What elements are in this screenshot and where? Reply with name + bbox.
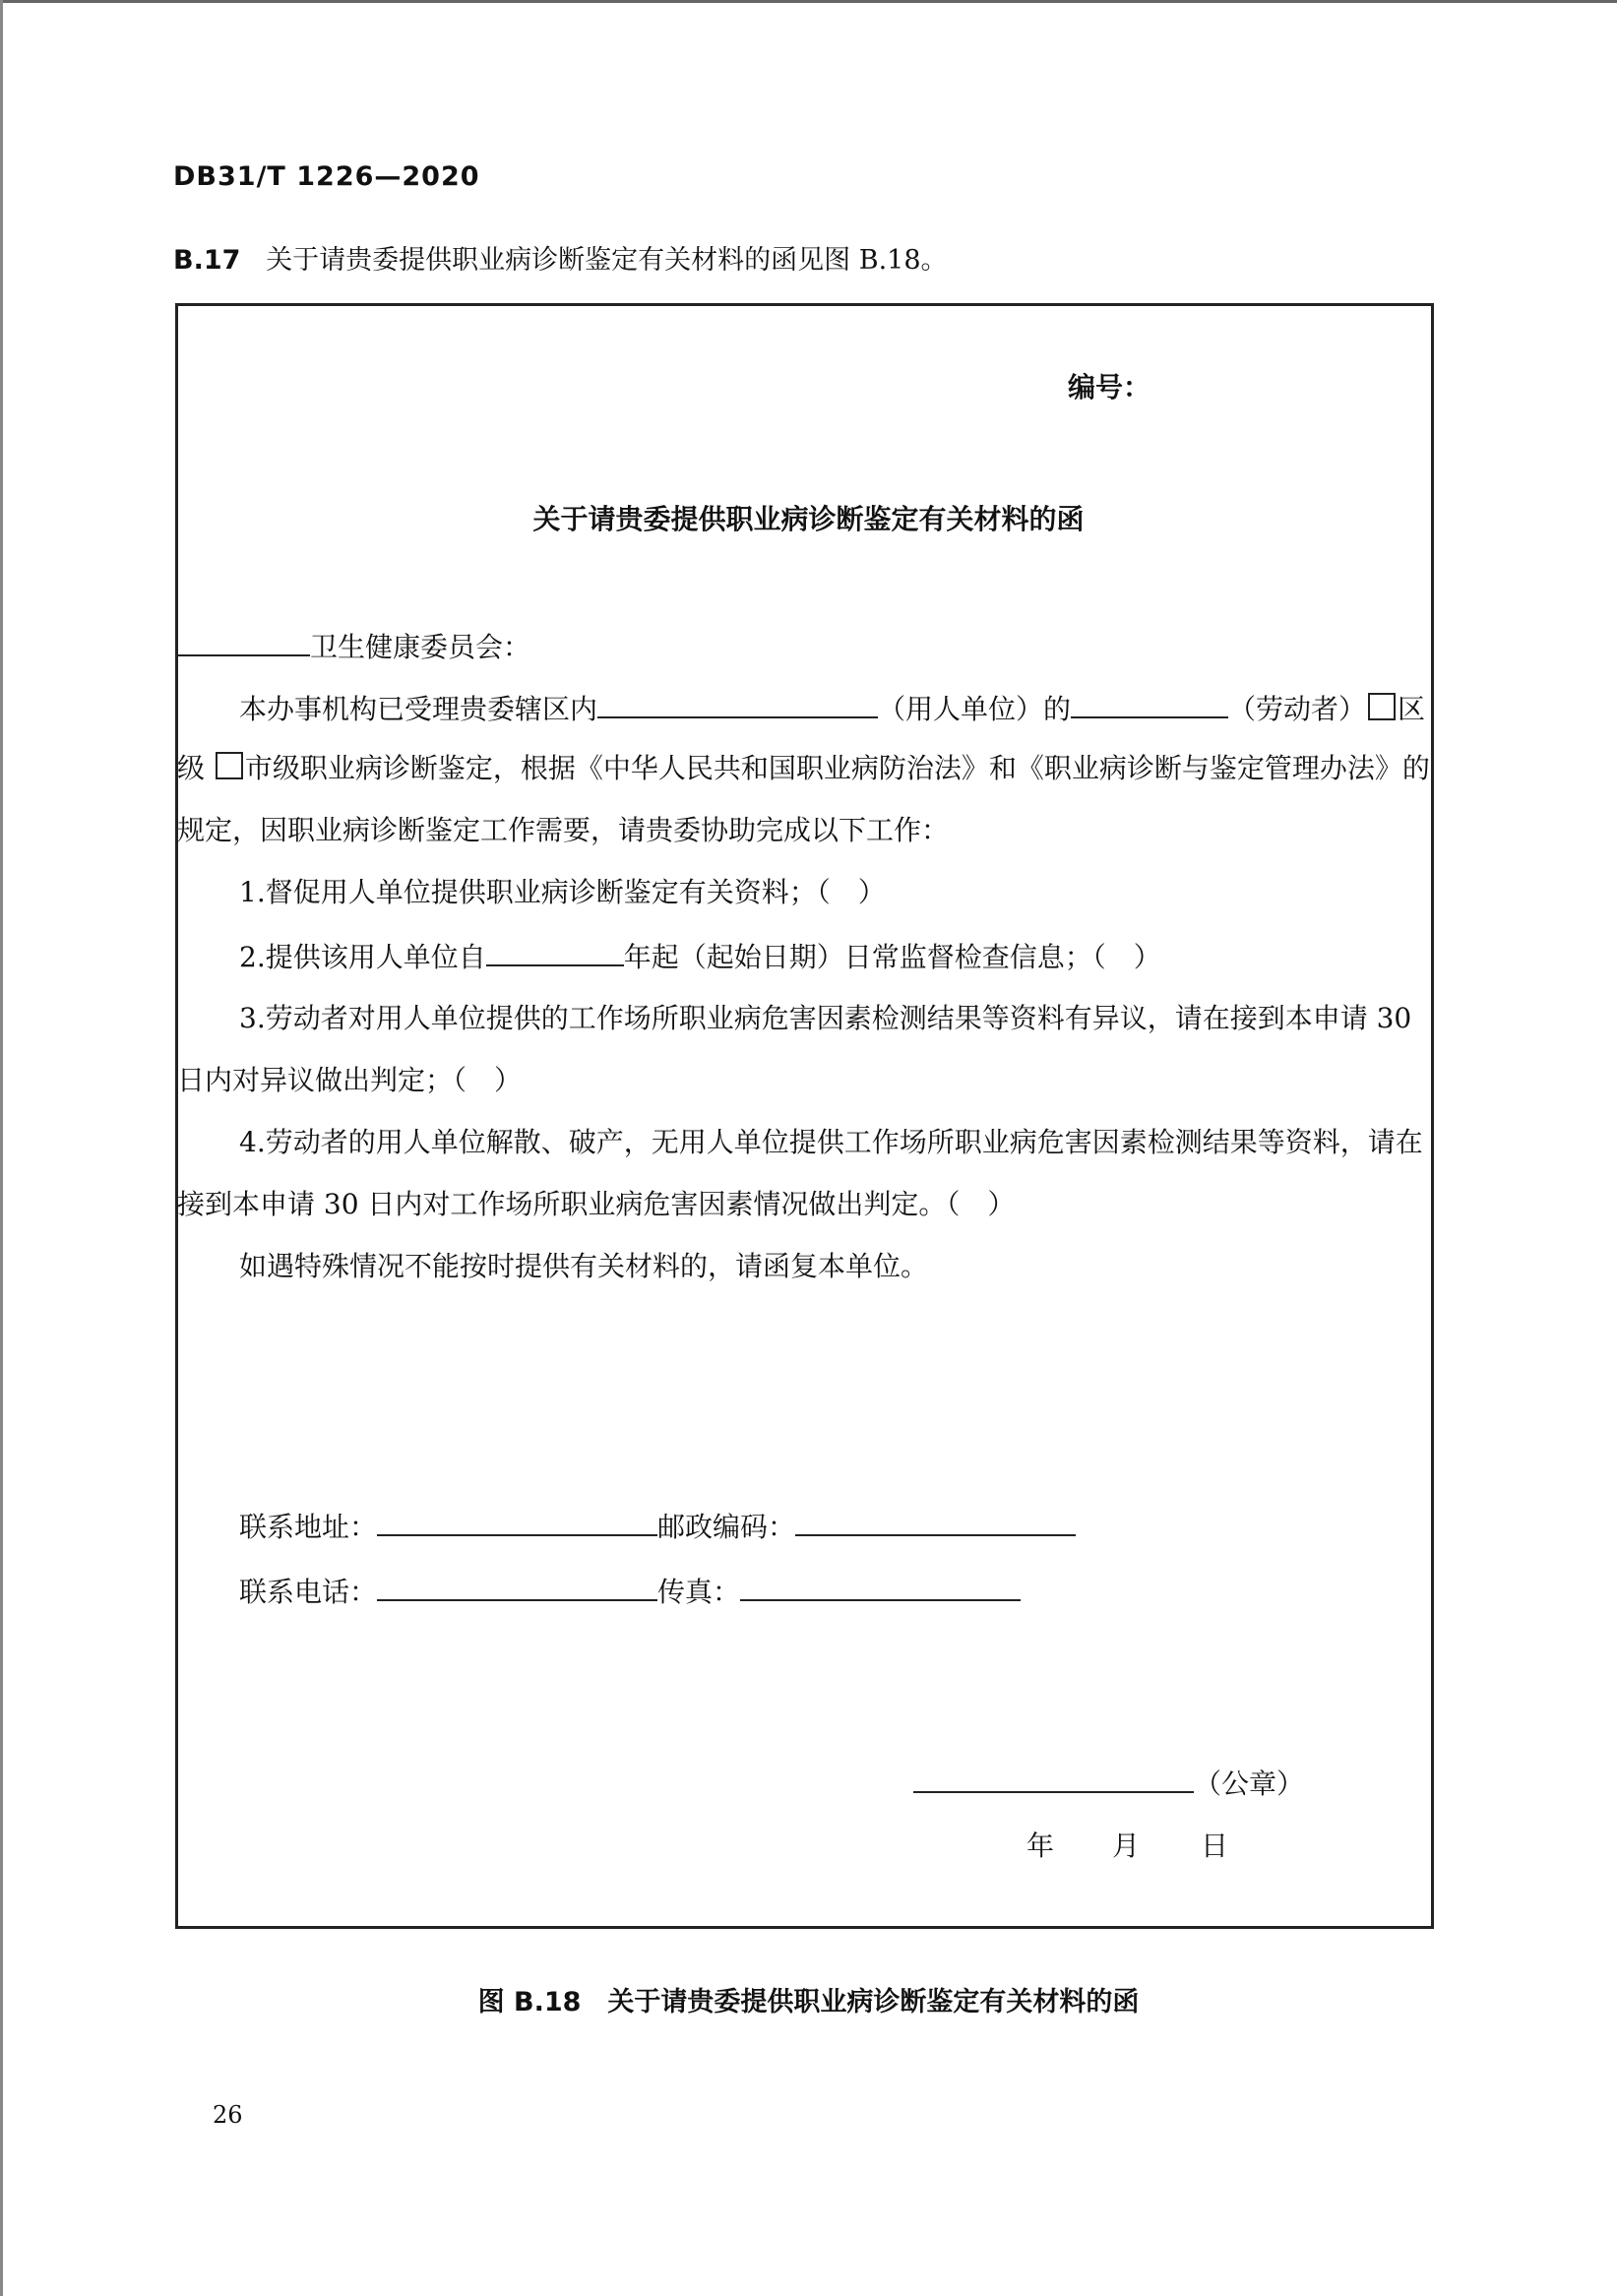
employer-blank[interactable]	[597, 689, 878, 718]
district-checkbox[interactable]	[1368, 693, 1396, 720]
item-4-line1: 4.劳动者的用人单位解散、破产，无用人单位提供工作场所职业病危害因素检测结果等资料，请在	[239, 1126, 1423, 1158]
city-checkbox[interactable]	[216, 752, 243, 779]
para1-text-f: 市级职业病诊断鉴定，根据《中华人民共和国职业病防治法》和《职业病诊断与鉴定管理办法》的	[244, 752, 1430, 784]
item-3-line2: 日内对异议做出判定；（ ）	[177, 1064, 523, 1096]
start-year-blank[interactable]	[486, 937, 624, 966]
date-month: 月	[1112, 1830, 1141, 1862]
contact-row-1	[239, 1507, 1076, 1545]
clause-number: B.17	[173, 245, 241, 276]
item2-text-b: 年起（起始日期）日常监督检查信息；（ ）	[623, 941, 1161, 973]
contact-row-2	[239, 1572, 1021, 1610]
item-3-line1: 3.劳动者对用人单位提供的工作场所职业病危害因素检测结果等资料有异议，请在接到本申请 30	[239, 1002, 1412, 1034]
item-2	[239, 937, 1161, 975]
number-label: 编号：	[1068, 371, 1151, 403]
seal-line	[913, 1764, 1304, 1802]
intro-line	[173, 238, 948, 277]
form-title: 关于请贵委提供职业病诊断鉴定有关材料的函	[532, 503, 1085, 535]
scan-edge-top	[0, 0, 1617, 3]
seal-label: （公章）	[1194, 1768, 1305, 1800]
item-4-line2: 接到本申请 30 日内对工作场所职业病危害因素情况做出判定。（ ）	[177, 1188, 1016, 1220]
commission-name-blank[interactable]	[177, 627, 310, 656]
fax-field[interactable]	[740, 1572, 1021, 1601]
seal-blank[interactable]	[913, 1764, 1194, 1793]
doc-code: DB31/T 1226—2020	[173, 161, 480, 192]
postcode-label: 邮政编码：	[657, 1511, 796, 1543]
para1-line3: 规定，因职业病诊断鉴定工作需要，请贵委协助完成以下工作：	[177, 814, 950, 846]
page-number: 26	[213, 2101, 243, 2129]
fax-label: 传真：	[657, 1576, 741, 1608]
phone-field[interactable]	[377, 1572, 657, 1601]
postcode-field[interactable]	[795, 1507, 1076, 1536]
para1-text-e: 级	[177, 752, 214, 784]
item-1: 1.督促用人单位提供职业病诊断鉴定有关资料；（ ）	[239, 876, 886, 908]
para1-text-c: （劳动者）	[1228, 693, 1367, 725]
para1-text-b: （用人单位）的	[878, 693, 1072, 725]
date-day: 日	[1201, 1830, 1229, 1862]
intro-text: 关于请贵委提供职业病诊断鉴定有关材料的函见图 B.18。	[266, 245, 948, 276]
date-year: 年	[1026, 1830, 1055, 1862]
worker-blank[interactable]	[1071, 689, 1228, 718]
closing-note: 如遇特殊情况不能按时提供有关材料的，请函复本单位。	[239, 1250, 929, 1282]
address-label: 联系地址：	[239, 1511, 378, 1543]
salutation-line	[177, 627, 530, 665]
para1-text-d: 区	[1398, 693, 1426, 725]
figure-caption: 图 B.18 关于请贵委提供职业病诊断鉴定有关材料的函	[477, 1987, 1140, 2017]
phone-label: 联系电话：	[239, 1576, 378, 1608]
para1-line2	[177, 751, 1430, 786]
para1-line1	[239, 689, 1425, 727]
item2-text-a: 2.提供该用人单位自	[239, 941, 486, 973]
form-frame	[175, 303, 1434, 1929]
scan-edge-left	[0, 0, 3, 2296]
address-field[interactable]	[377, 1507, 657, 1536]
para1-text-a: 本办事机构已受理贵委辖区内	[239, 693, 598, 725]
salutation-text: 卫生健康委员会：	[310, 631, 531, 663]
